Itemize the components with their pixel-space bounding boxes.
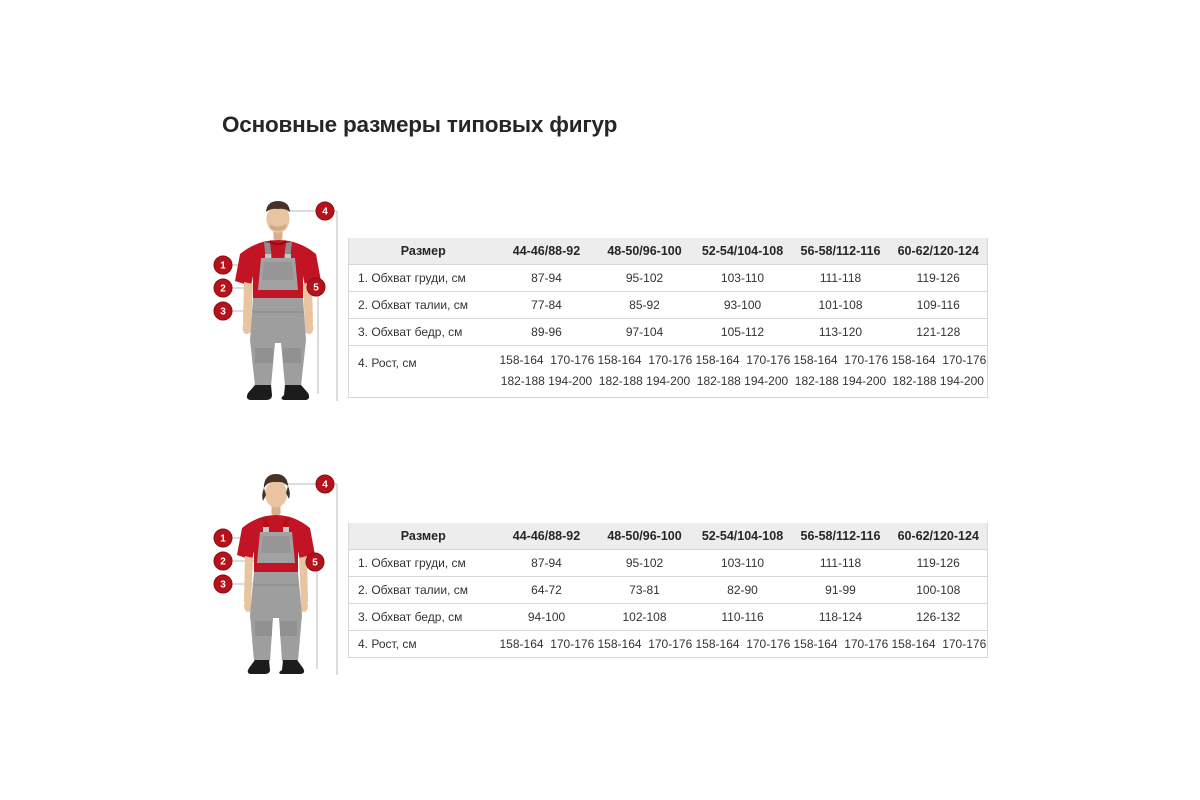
table-cell: 93-100 bbox=[694, 292, 792, 319]
table-cell: 64-72 bbox=[498, 577, 596, 604]
header-row bbox=[349, 238, 988, 265]
table-cell: 158-164 170-176 bbox=[498, 631, 596, 658]
size-column-header: Размер bbox=[349, 238, 498, 265]
table-row bbox=[349, 265, 988, 292]
marker-3 bbox=[214, 575, 232, 593]
page-title: Основные размеры типовых фигур bbox=[222, 112, 618, 137]
svg-text:2: 2 bbox=[220, 283, 226, 295]
table-cell: 158-164 170-176 bbox=[596, 631, 694, 658]
table-cell: 118-124 bbox=[792, 604, 890, 631]
svg-text:4: 4 bbox=[322, 206, 328, 218]
marker-1 bbox=[214, 256, 232, 274]
table-cell bbox=[596, 346, 694, 398]
size-range-header: 52-54/104-108 bbox=[694, 523, 792, 550]
female-body bbox=[237, 474, 315, 674]
table-cell: 158-164 170-176 bbox=[890, 631, 988, 658]
cell-line: 182-188 194-200 bbox=[598, 374, 691, 388]
table-cell: 94-100 bbox=[498, 604, 596, 631]
svg-text:2: 2 bbox=[220, 556, 226, 568]
table-cell: 95-102 bbox=[596, 265, 694, 292]
table-cell: 109-116 bbox=[890, 292, 988, 319]
size-table-men bbox=[348, 238, 988, 398]
table-cell: 158-164 170-176 bbox=[694, 631, 792, 658]
marker-1 bbox=[214, 529, 232, 547]
table-cell: 126-132 bbox=[890, 604, 988, 631]
table-row bbox=[349, 319, 988, 346]
cell-line: 182-188 194-200 bbox=[794, 374, 887, 388]
marker-2 bbox=[214, 552, 232, 570]
cell-line: 158-164 170-176 bbox=[793, 353, 889, 367]
table-cell: 101-108 bbox=[792, 292, 890, 319]
table-cell: 87-94 bbox=[498, 550, 596, 577]
header-row bbox=[349, 523, 988, 550]
table-cell: 121-128 bbox=[890, 319, 988, 346]
cell-line: 158-164 170-176 bbox=[891, 353, 987, 367]
svg-text:3: 3 bbox=[220, 306, 226, 318]
size-table-women bbox=[348, 523, 988, 658]
table-cell: 91-99 bbox=[792, 577, 890, 604]
table-cell bbox=[498, 346, 596, 398]
table-cell: 87-94 bbox=[498, 265, 596, 292]
table-cell: 82-90 bbox=[694, 577, 792, 604]
women-figure-illustration bbox=[200, 463, 360, 688]
marker-4 bbox=[316, 202, 334, 220]
marker-4 bbox=[316, 475, 334, 493]
marker-2 bbox=[214, 279, 232, 297]
size-range-header: 48-50/96-100 bbox=[596, 238, 694, 265]
table-cell: 103-110 bbox=[694, 550, 792, 577]
svg-text:1: 1 bbox=[220, 533, 226, 545]
svg-text:5: 5 bbox=[313, 282, 319, 294]
row-label: 1. Обхват груди, см bbox=[349, 550, 498, 577]
row-label: 2. Обхват талии, см bbox=[349, 577, 498, 604]
table-cell: 103-110 bbox=[694, 265, 792, 292]
table-row bbox=[349, 604, 988, 631]
table-cell: 77-84 bbox=[498, 292, 596, 319]
table-cell: 110-116 bbox=[694, 604, 792, 631]
marker-3 bbox=[214, 302, 232, 320]
table-cell bbox=[694, 346, 792, 398]
size-range-header: 48-50/96-100 bbox=[596, 523, 694, 550]
row-label: 4. Рост, см bbox=[349, 346, 498, 398]
marker-5 bbox=[307, 278, 325, 296]
table-cell: 95-102 bbox=[596, 550, 694, 577]
female-worker-drawing bbox=[200, 463, 360, 688]
size-range-header: 56-58/112-116 bbox=[792, 238, 890, 265]
row-label: 3. Обхват бедр, см bbox=[349, 604, 498, 631]
table-cell: 97-104 bbox=[596, 319, 694, 346]
table-cell: 111-118 bbox=[792, 550, 890, 577]
table-row bbox=[349, 577, 988, 604]
men-figure-illustration bbox=[200, 188, 360, 413]
table-cell: 111-118 bbox=[792, 265, 890, 292]
male-worker-drawing bbox=[200, 188, 360, 413]
row-label: 3. Обхват бедр, см bbox=[349, 319, 498, 346]
table-row bbox=[349, 550, 988, 577]
svg-text:1: 1 bbox=[220, 260, 226, 272]
svg-text:5: 5 bbox=[312, 557, 318, 569]
cell-line: 182-188 194-200 bbox=[892, 374, 984, 388]
size-range-header: 60-62/120-124 bbox=[890, 523, 988, 550]
row-label: 2. Обхват талии, см bbox=[349, 292, 498, 319]
cell-line: 158-164 170-176 bbox=[597, 353, 693, 367]
svg-text:4: 4 bbox=[322, 479, 328, 491]
size-range-header: 52-54/104-108 bbox=[694, 238, 792, 265]
table-cell: 73-81 bbox=[596, 577, 694, 604]
table-cell: 113-120 bbox=[792, 319, 890, 346]
cell-line: 182-188 194-200 bbox=[500, 374, 593, 388]
cell-line: 182-188 194-200 bbox=[696, 374, 789, 388]
row-label: 4. Рост, см bbox=[349, 631, 498, 658]
table-cell: 105-112 bbox=[694, 319, 792, 346]
table-cell: 119-126 bbox=[890, 550, 988, 577]
size-range-header: 44-46/88-92 bbox=[498, 238, 596, 265]
marker-5 bbox=[306, 553, 324, 571]
table-cell: 100-108 bbox=[890, 577, 988, 604]
male-body bbox=[235, 201, 321, 400]
table-cell: 158-164 170-176 bbox=[792, 631, 890, 658]
size-column-header: Размер bbox=[349, 523, 498, 550]
table-row bbox=[349, 631, 988, 658]
table-cell bbox=[890, 346, 988, 398]
table-cell: 89-96 bbox=[498, 319, 596, 346]
size-range-header: 60-62/120-124 bbox=[890, 238, 988, 265]
cell-line: 158-164 170-176 bbox=[695, 353, 791, 367]
table-cell bbox=[792, 346, 890, 398]
cell-line: 158-164 170-176 bbox=[499, 353, 595, 367]
size-range-header: 44-46/88-92 bbox=[498, 523, 596, 550]
row-label: 1. Обхват груди, см bbox=[349, 265, 498, 292]
table-cell: 85-92 bbox=[596, 292, 694, 319]
table-cell: 102-108 bbox=[596, 604, 694, 631]
table-row bbox=[349, 346, 988, 398]
table-cell: 119-126 bbox=[890, 265, 988, 292]
table-row bbox=[349, 292, 988, 319]
size-range-header: 56-58/112-116 bbox=[792, 523, 890, 550]
svg-text:3: 3 bbox=[220, 579, 226, 591]
